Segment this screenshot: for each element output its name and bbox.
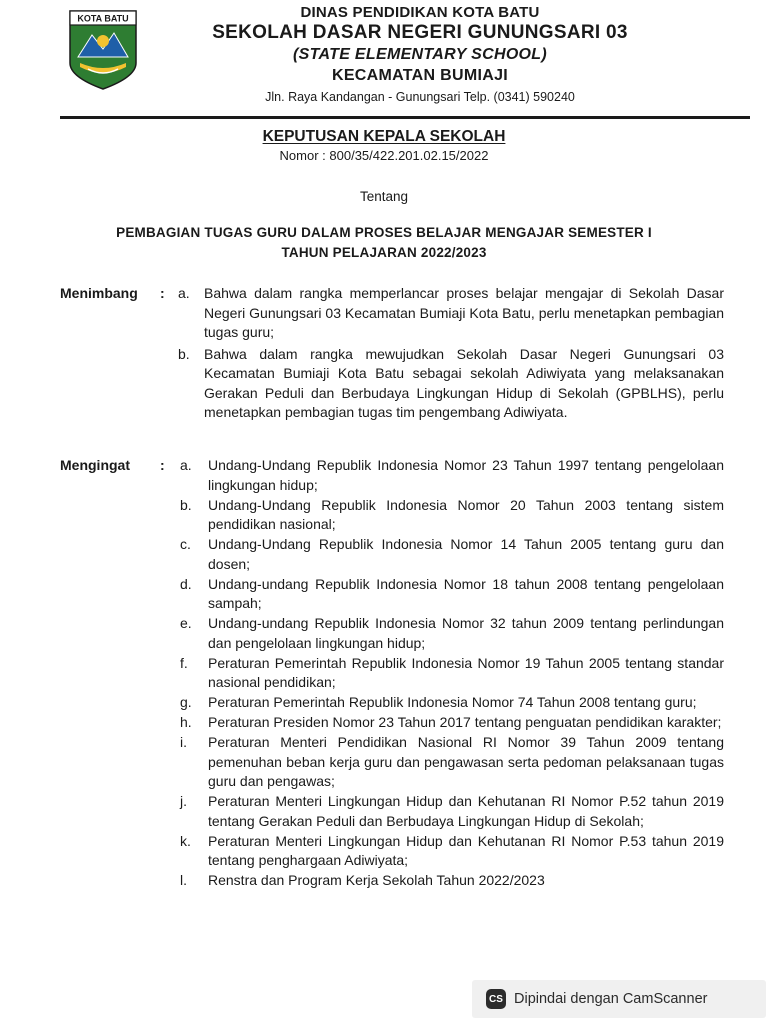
item-letter: c. xyxy=(180,536,191,552)
letterhead-divider xyxy=(60,116,750,119)
item-letter: l. xyxy=(180,872,187,888)
list-item xyxy=(180,535,724,574)
camscanner-label: Dipindai dengan CamScanner xyxy=(514,991,708,1007)
item-text: Undang-Undang Republik Indonesia Nomor 14 Tahun 2005 tentang guru dan dosen; xyxy=(208,536,724,572)
school-name: SEKOLAH DASAR NEGERI GUNUNGSARI 03 xyxy=(212,22,628,43)
decree-subject-line-1: PEMBAGIAN TUGAS GURU DALAM PROSES BELAJAR MENGAJAR SEMESTER I xyxy=(116,225,652,240)
item-letter: j. xyxy=(180,793,187,809)
item-text: Bahwa dalam rangka mewujudkan Sekolah Dasar Negeri Gunungsari 03 Kecamatan Bumiaji Kota Batu sebagai sekolah Adiwiyata yang melaksanakan Gerakan Peduli dan Berbudaya Lingkungan Hidup di Sekolah (GPBLHS), perlu menetapkan pembagian tugas tim pengembang Adiwiyata. xyxy=(204,345,724,420)
list-item xyxy=(180,693,724,713)
camscanner-logo-icon: CS xyxy=(486,989,506,1009)
kota-batu-emblem-icon xyxy=(66,7,140,91)
item-text: Renstra dan Program Kerja Sekolah Tahun 2022/2023 xyxy=(208,872,545,888)
item-letter: g. xyxy=(180,694,192,710)
list-item xyxy=(180,496,724,535)
mengingat-list xyxy=(180,456,724,891)
camscanner-watermark xyxy=(472,980,766,1018)
item-text: Undang-Undang Republik Indonesia Nomor 20 Tahun 2003 tentang sistem pendidikan nasional; xyxy=(208,496,724,532)
list-item xyxy=(180,733,724,792)
item-text: Undang-undang Republik Indonesia Nomor 32 tahun 2009 tentang perlindungan dan pengelolaan lingkungan hidup; xyxy=(208,615,724,651)
item-letter: i. xyxy=(180,734,187,750)
item-text: Peraturan Menteri Pendidikan Nasional RI Nomor 39 Tahun 2009 tentang pemenuhan beban kerja guru dan pengawasan serta pedoman pelaksanaan tugas guru dan pengawas; xyxy=(208,734,724,789)
decree-number: Nomor : 800/35/422.201.02.15/2022 xyxy=(279,148,489,163)
item-text: Bahwa dalam rangka memperlancar proses belajar mengajar di Sekolah Dasar Negeri Gunungsari 03 Kecamatan Bumiaji Kota Batu, perlu menetapkan pembagian tugas guru; xyxy=(204,285,724,340)
mengingat-label: Mengingat xyxy=(60,457,130,473)
list-item xyxy=(180,575,724,614)
item-letter: d. xyxy=(180,575,192,592)
item-letter: h. xyxy=(180,714,192,730)
menimbang-list xyxy=(178,284,724,425)
item-letter: b. xyxy=(178,345,190,362)
mengingat-colon: : xyxy=(160,457,165,473)
item-letter: k. xyxy=(180,832,191,849)
agency-name: DINAS PENDIDIKAN KOTA BATU xyxy=(300,4,540,21)
item-text: Peraturan Menteri Lingkungan Hidup dan Kehutanan RI Nomor P.52 tahun 2019 tentang Gerakan Peduli dan Berbudaya Lingkungan Hidup di Sekolah; xyxy=(208,793,724,829)
school-address: Jln. Raya Kandangan - Gunungsari Telp. (0341) 590240 xyxy=(265,90,575,104)
school-name-english: (STATE ELEMENTARY SCHOOL) xyxy=(292,46,548,63)
item-text: Undang-Undang Republik Indonesia Nomor 23 Tahun 1997 tentang pengelolaan lingkungan hidup; xyxy=(208,457,724,493)
list-item xyxy=(180,792,724,831)
list-item xyxy=(180,456,724,495)
item-letter: a. xyxy=(178,285,190,301)
item-text: Peraturan Pemerintah Republik Indonesia Nomor 74 Tahun 2008 tentang guru; xyxy=(208,694,697,710)
item-text: Undang-undang Republik Indonesia Nomor 18 tahun 2008 tentang pengelolaan sampah; xyxy=(208,575,724,611)
decree-subject-line-2: TAHUN PELAJARAN 2022/2023 xyxy=(281,245,487,260)
menimbang-colon: : xyxy=(160,285,165,301)
district-name: KECAMATAN BUMIAJI xyxy=(331,67,509,84)
logo-text: KOTA BATU xyxy=(77,13,129,24)
item-letter: a. xyxy=(180,457,192,473)
menimbang-label: Menimbang xyxy=(60,285,138,301)
list-item xyxy=(180,713,724,733)
list-item xyxy=(178,284,724,343)
decree-title xyxy=(0,128,768,146)
item-letter: e. xyxy=(180,615,192,631)
item-letter: f. xyxy=(180,654,188,671)
decree-about: Tentang xyxy=(359,189,409,204)
item-text: Peraturan Presiden Nomor 23 Tahun 2017 tentang penguatan pendidikan karakter; xyxy=(208,714,722,730)
item-letter: b. xyxy=(180,496,192,513)
item-text: Peraturan Pemerintah Republik Indonesia Nomor 19 Tahun 2005 tentang standar nasional pendidikan; xyxy=(208,654,724,690)
list-item xyxy=(178,345,724,423)
list-item xyxy=(180,832,724,871)
list-item xyxy=(180,614,724,653)
item-text: Peraturan Menteri Lingkungan Hidup dan Kehutanan RI Nomor P.53 tahun 2019 tentang penghargaan Adiwiyata; xyxy=(208,832,724,868)
list-item xyxy=(180,871,724,891)
list-item xyxy=(180,654,724,693)
decree-title-text: KEPUTUSAN KEPALA SEKOLAH xyxy=(262,128,506,145)
